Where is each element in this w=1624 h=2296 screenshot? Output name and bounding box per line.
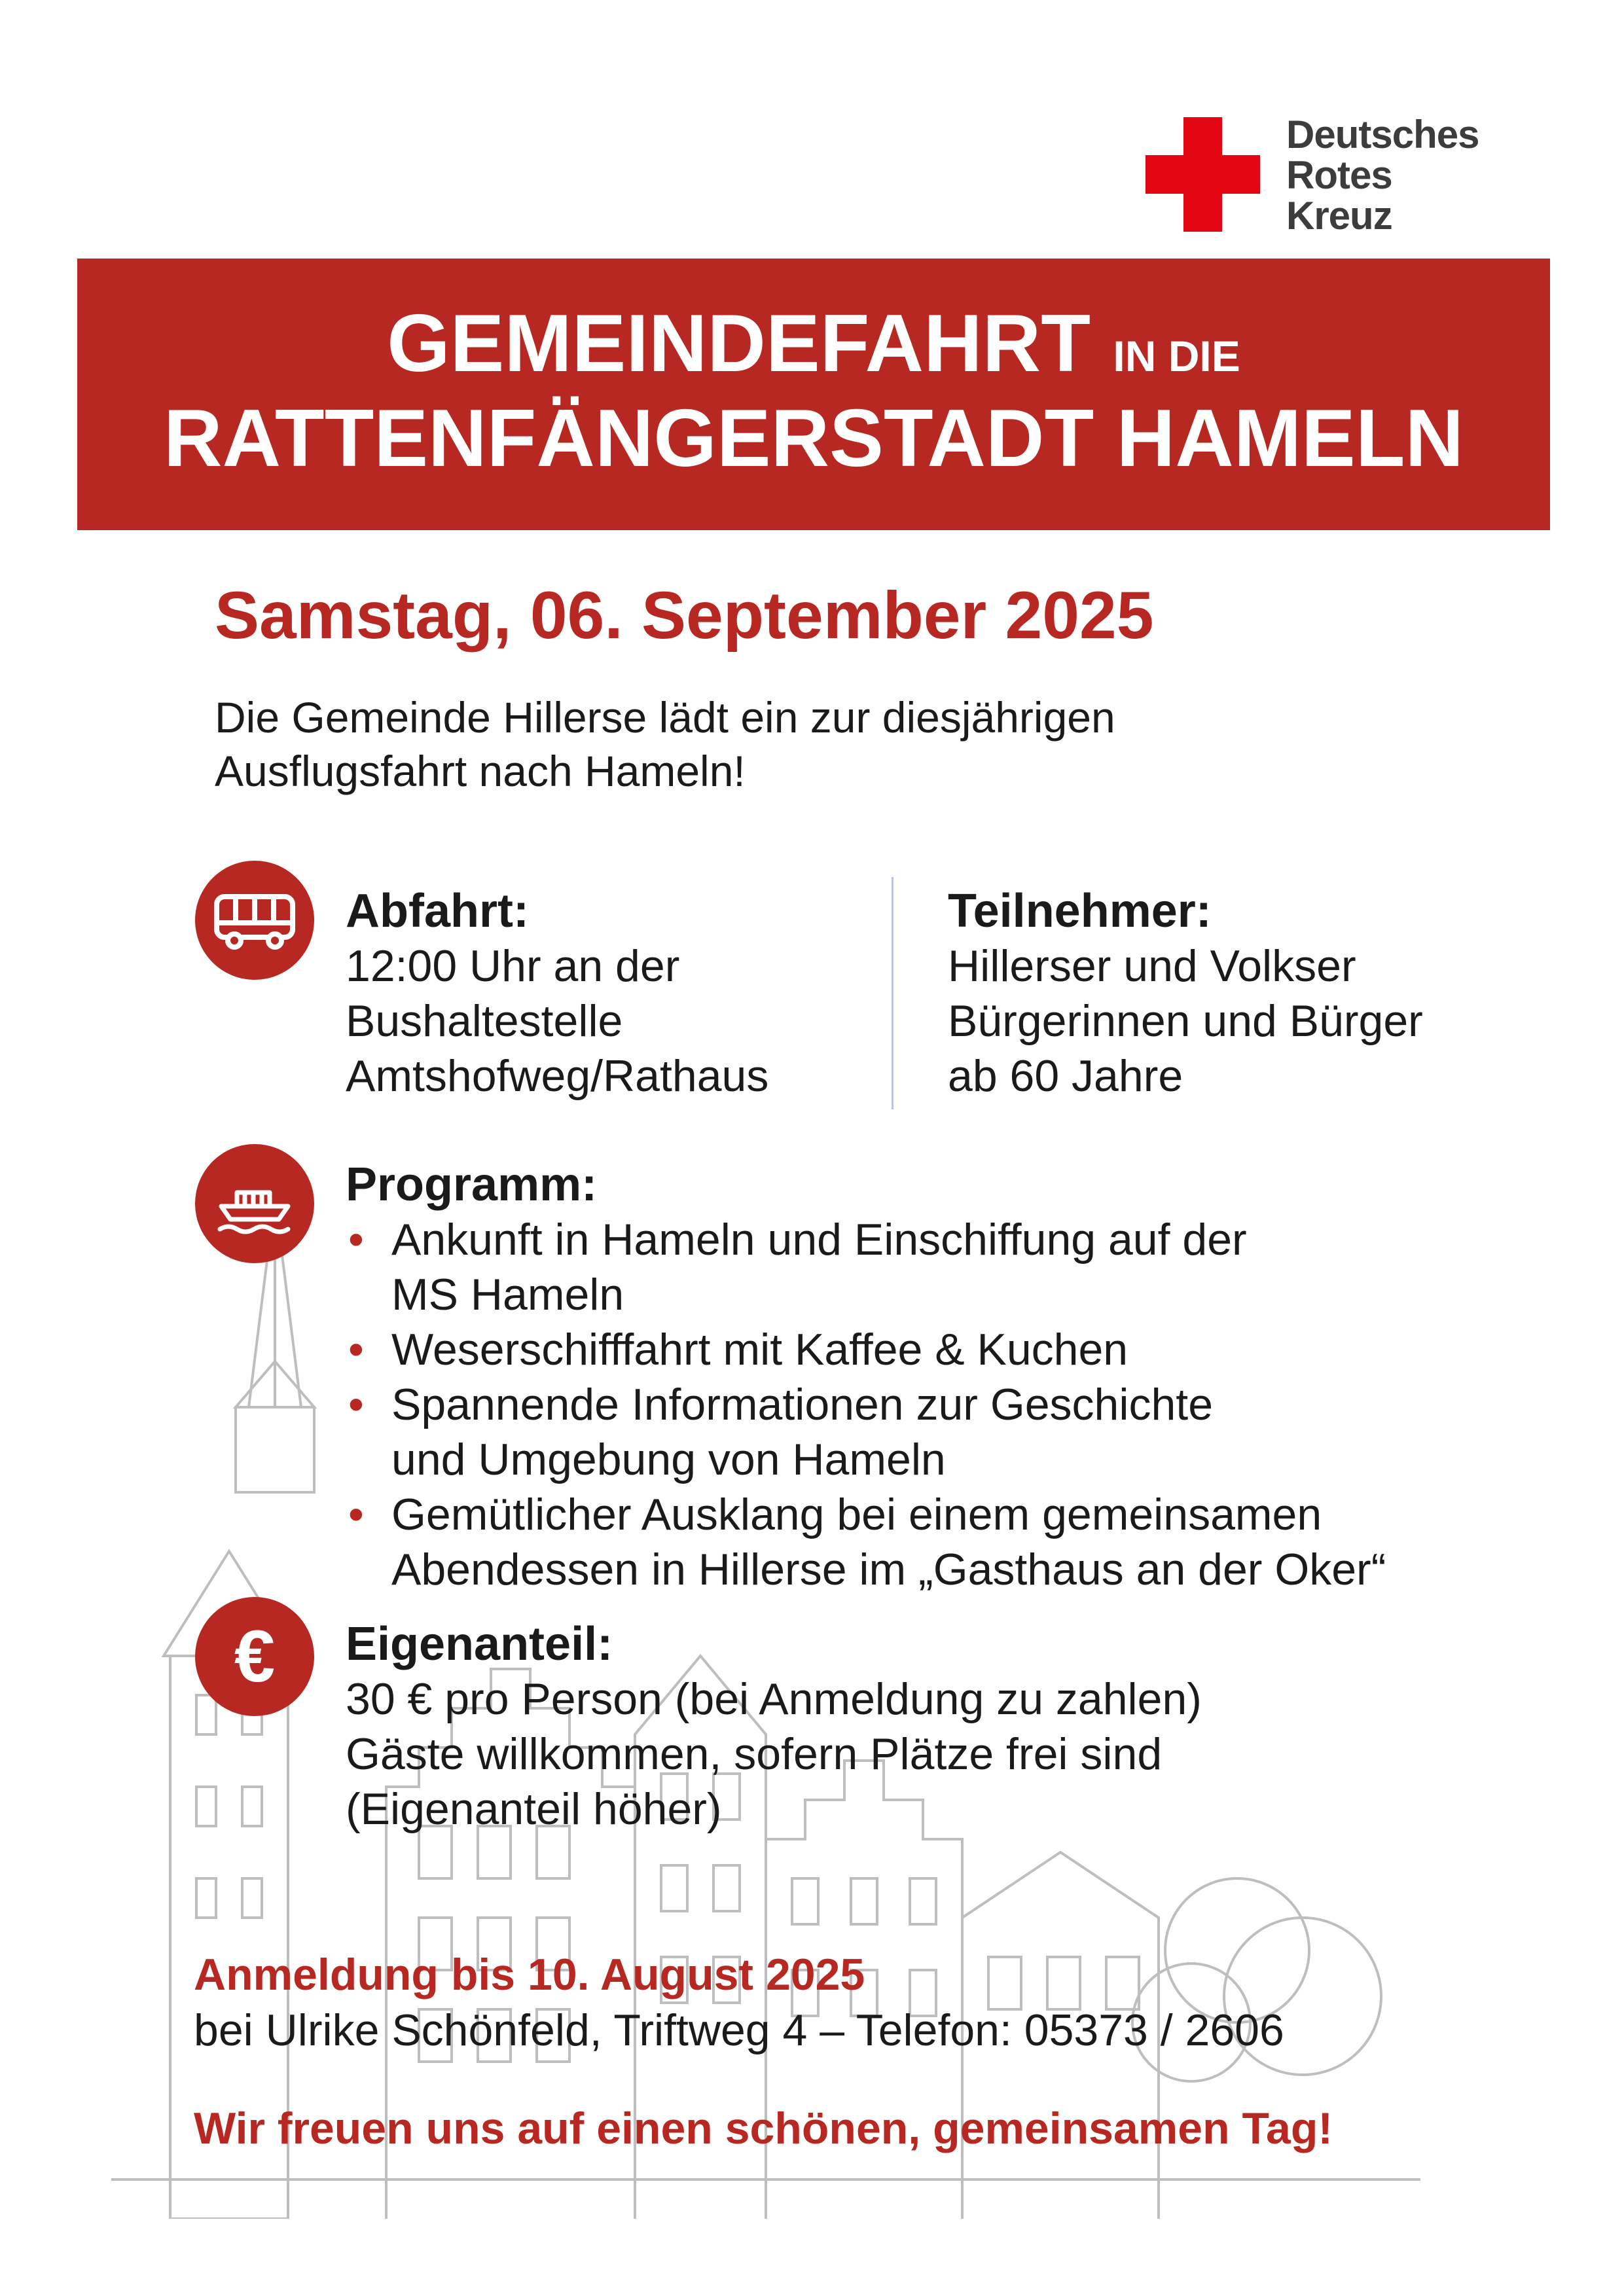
intro-line-2: Ausflugsfahrt nach Hameln!: [215, 747, 746, 795]
list-item: [346, 1212, 1557, 1322]
programm-item-2-line-1: • Weserschifffahrt mit Kaffee & Kuchen: [391, 1325, 1128, 1374]
teilnehmer-section: [948, 884, 1423, 1103]
programm-list: [346, 1212, 1557, 1597]
programm-item-1-line-2: MS Hameln: [391, 1270, 624, 1319]
red-cross-icon: [1146, 117, 1260, 232]
list-item: [346, 1322, 1557, 1377]
column-divider: [892, 877, 893, 1109]
banner-title-main: GEMEINDEFAHRT: [387, 298, 1091, 389]
programm-item-4-line-2: Abendessen in Hillerse im „Gasthaus an der Oker“: [391, 1545, 1386, 1594]
logo-line-3: Kreuz: [1286, 194, 1392, 238]
teilnehmer-line-2: Bürgerinnen und Bürger: [948, 996, 1423, 1046]
closing-message: Wir freuen uns auf einen schönen, gemeinsamen Tag!: [194, 2104, 1333, 2153]
programm-section: [346, 1157, 1557, 1597]
eigenanteil-heading: Eigenanteil:: [346, 1618, 613, 1670]
programm-item-3-line-1: • Spannende Informationen zur Geschichte: [391, 1380, 1214, 1429]
abfahrt-heading: Abfahrt:: [346, 885, 529, 937]
programm-item-3-line-2: und Umgebung von Hameln: [391, 1435, 946, 1484]
event-date: Samstag, 06. September 2025: [215, 578, 1154, 653]
eigenanteil-line-2: Gäste willkommen, sofern Plätze frei sind: [346, 1729, 1163, 1779]
abfahrt-line-1: 12:00 Uhr an der: [346, 941, 680, 991]
anmeldung-contact: bei Ulrike Schönfeld, Triftweg 4 – Telefon: 05373 / 2606: [194, 2005, 1284, 2055]
ship-icon: [195, 1144, 314, 1263]
eigenanteil-line-1: 30 € pro Person (bei Anmeldung zu zahlen): [346, 1674, 1202, 1724]
teilnehmer-line-3: ab 60 Jahre: [948, 1051, 1183, 1101]
banner-line-1: [77, 298, 1550, 399]
logo-line-1: Deutsches: [1286, 113, 1479, 156]
logo-line-2: Rotes: [1286, 153, 1392, 197]
teilnehmer-heading: Teilnehmer:: [948, 885, 1212, 937]
abfahrt-section: [346, 884, 768, 1103]
euro-icon: [195, 1597, 314, 1716]
abfahrt-line-2: Bushaltestelle: [346, 996, 623, 1046]
abfahrt-line-3: Amtshofweg/Rathaus: [346, 1051, 769, 1101]
title-banner: [77, 259, 1550, 530]
logo-wordmark: [1286, 115, 1479, 236]
anmeldung-title: Anmeldung bis 10. August 2025: [194, 1950, 865, 2000]
programm-item-1-line-1: • Ankunft in Hameln und Einschiffung auf der: [391, 1215, 1247, 1265]
list-item: [346, 1377, 1557, 1487]
eigenanteil-line-3: (Eigenanteil höher): [346, 1784, 722, 1834]
banner-title-small: IN DIE: [1113, 332, 1240, 380]
drk-logo: [1146, 115, 1512, 239]
list-item: [346, 1487, 1557, 1597]
bus-icon: [195, 861, 314, 980]
eigenanteil-section: [346, 1617, 1557, 1837]
banner-line-2: RATTENFÄNGERSTADT HAMELN: [163, 393, 1464, 484]
intro-line-1: Die Gemeinde Hillerse lädt ein zur diesjährigen: [215, 693, 1115, 742]
programm-heading: Programm:: [346, 1158, 598, 1211]
intro-text: [215, 691, 1393, 798]
programm-item-4-line-1: • Gemütlicher Ausklang bei einem gemeinsamen: [391, 1490, 1322, 1539]
euro-symbol: €: [234, 1615, 276, 1697]
teilnehmer-line-1: Hillerser und Volkser: [948, 941, 1356, 991]
